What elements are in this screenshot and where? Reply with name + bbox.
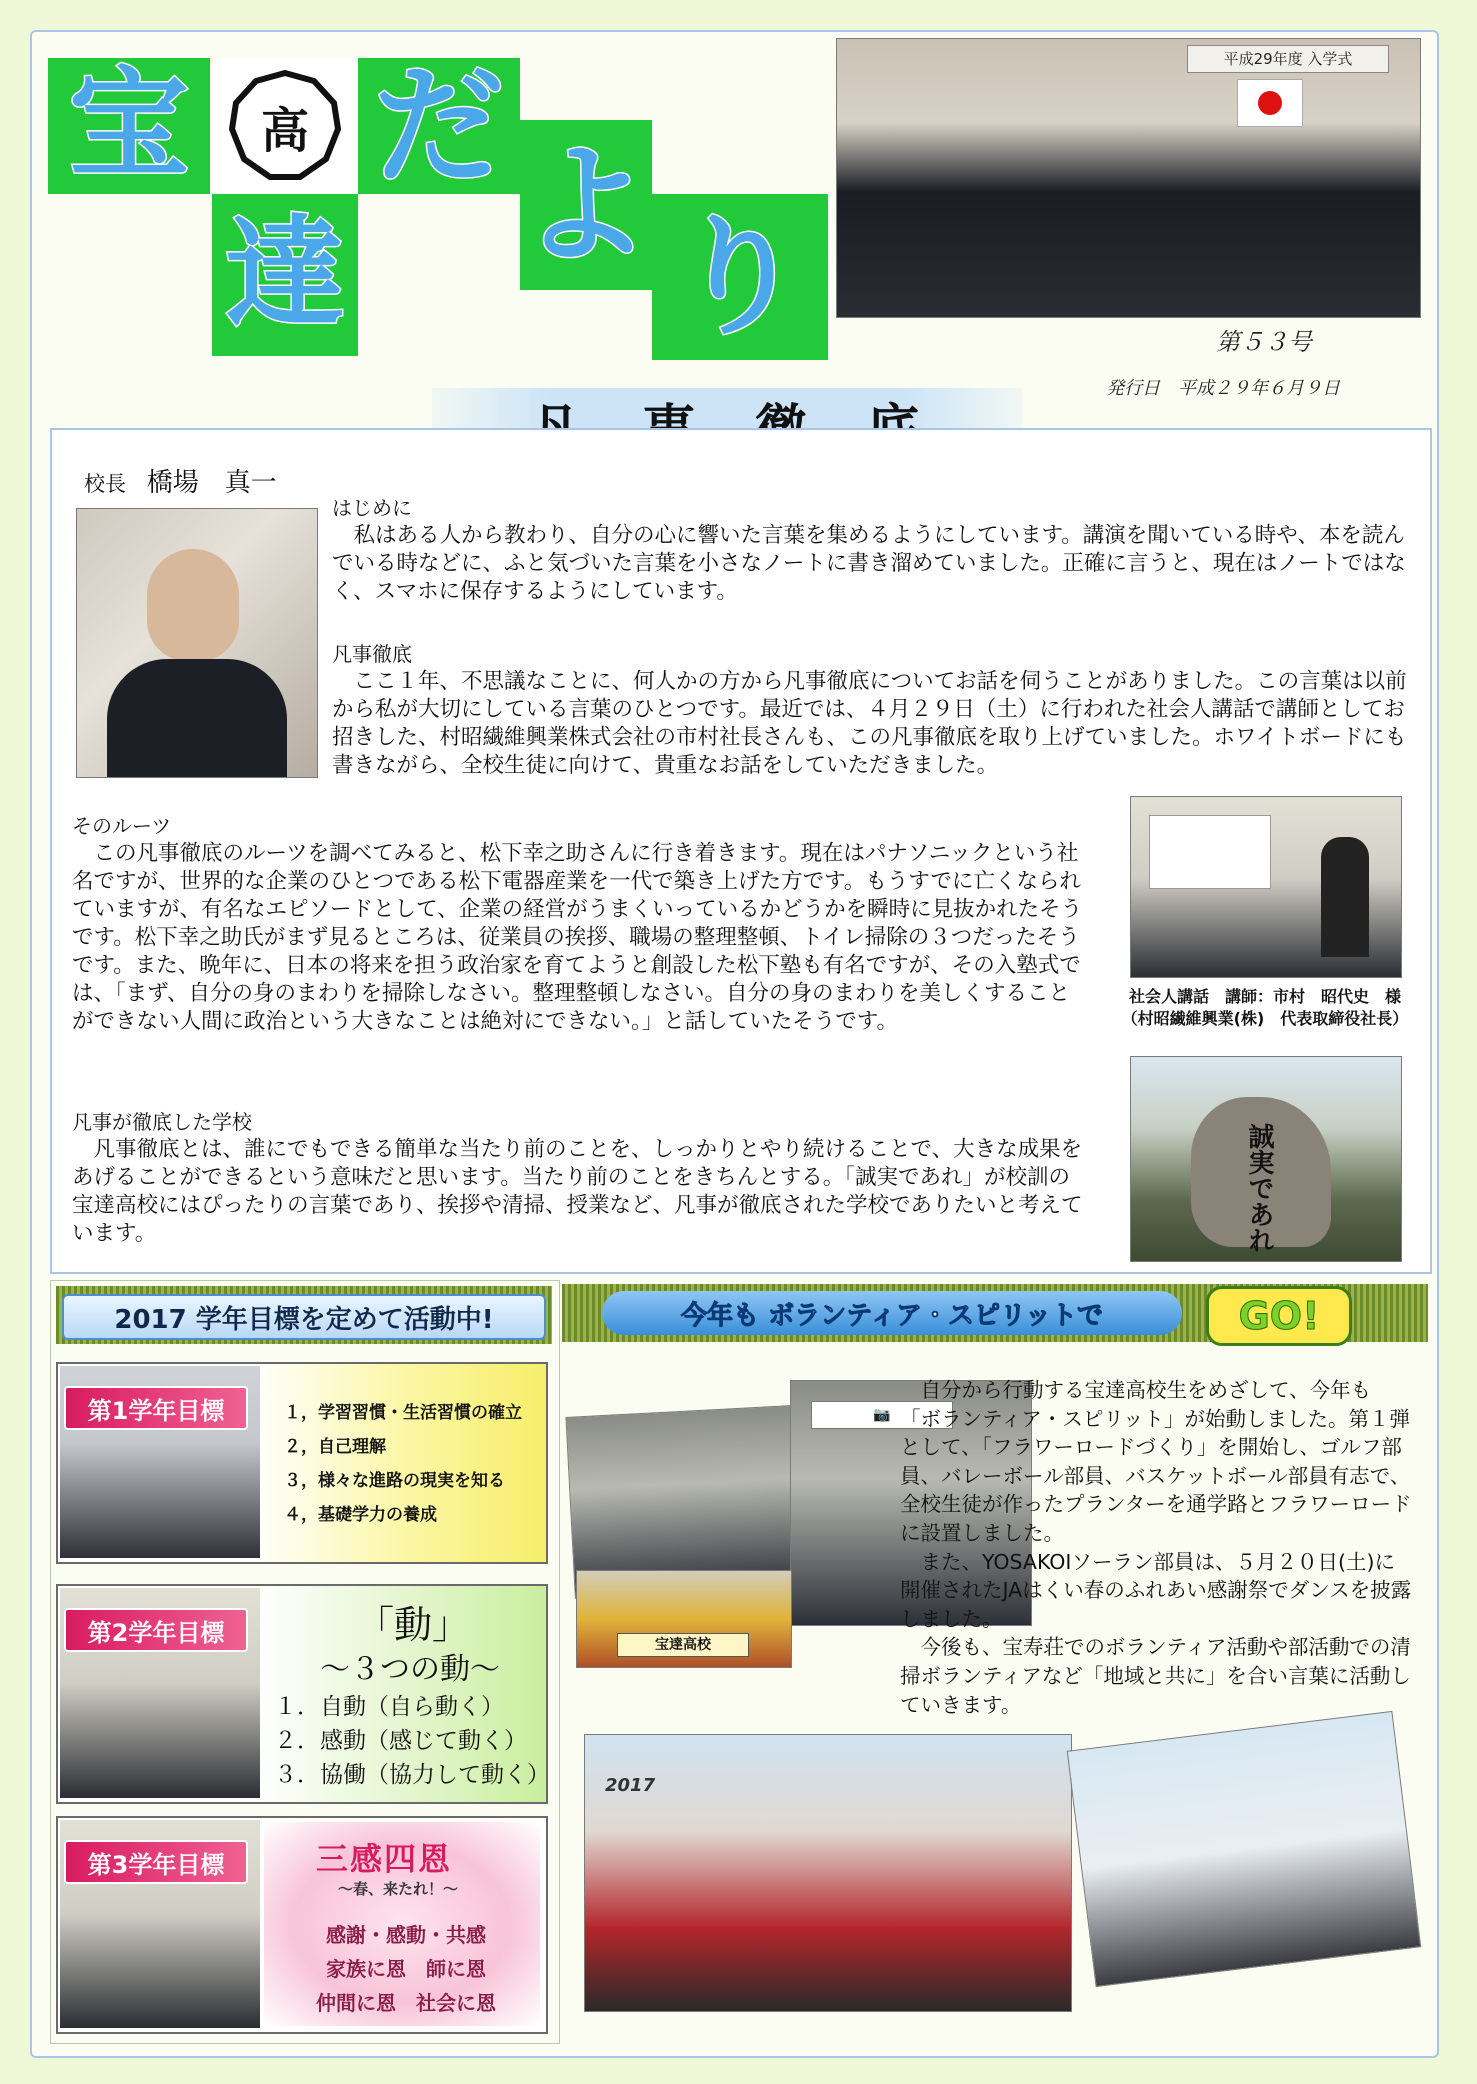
title-char-5: り — [674, 201, 805, 353]
lecture-caption — [1120, 986, 1410, 1030]
goal-1-list — [284, 1396, 522, 1532]
title-tile-4 — [520, 120, 652, 290]
goal-1-label: 第1学年目標 — [64, 1386, 248, 1430]
planter-sign: 宝達高校 — [617, 1633, 749, 1657]
goal-2-label: 第2学年目標 — [64, 1608, 248, 1652]
goal-2-item: ３．協働（協力して動く） — [274, 1762, 550, 1788]
goal-2-box — [56, 1584, 548, 1804]
title-char-1: 宝 — [69, 56, 189, 195]
volunteer-p3: 今後も、宝寿荘でのボランティア活動や部活動での清掃ボランティアなど「地域と共に」を合い言葉に活動していきます。 — [900, 1635, 1411, 1717]
author-line — [84, 462, 277, 499]
section-intro — [332, 494, 1408, 606]
goal-1-item: ３，様々な進路の現実を知る — [284, 1471, 505, 1491]
yosakoi-dance-photo — [584, 1734, 1072, 2012]
title-char-3: だ — [373, 50, 504, 202]
goal-1-item: １，学習習慣・生活習慣の確立 — [284, 1403, 522, 1423]
goal-3-list — [296, 1918, 516, 2020]
volunteer-banner-text: 今年も ボランティア・スピリットで — [602, 1291, 1182, 1335]
principal-face — [147, 549, 239, 661]
flag-circle — [1258, 91, 1282, 115]
principal-suit — [107, 659, 287, 778]
bonji-text: ここ１年、不思議なことに、何人かの方から凡事徹底についてお話を伺うことがありました。この言葉は以前から私が大切にしている言葉のひとつです。最近では、４月２９日（土）に行われた社会人講話で講師としてお招きした、村昭繊維興業株式会社の市村社長さんも、この凡事徹底を取り上げていました。ホワイトボードにも書きながら、全校生徒に向けて、貴重なお話をしていただきました。 — [332, 669, 1407, 778]
goal-2-list — [274, 1690, 550, 1792]
author-name: 橋場 真一 — [146, 468, 277, 498]
intro-text: 私はある人から教わり、自分の心に響いた言葉を集めるようにしています。講演を聞いている時や、本を読んでいる時などに、ふと気づいた言葉を小さなノートに書き溜めていました。正確に言うと、現在はノートではなく、スマホに保存するようにしています。 — [332, 523, 1406, 604]
goal-3-title: 三感四恩 — [316, 1840, 453, 1878]
goal-3-box — [56, 1816, 548, 2034]
goal-3-subtitle: ～春、来たれ！～ — [338, 1880, 459, 1898]
goal-3-line: 仲間に恩 社会に恩 — [316, 1991, 496, 2015]
goal-2-subtitle: ～３つの動～ — [320, 1652, 500, 1687]
planter-photo — [576, 1570, 792, 1668]
volunteer-text — [900, 1376, 1412, 1719]
caption-line-1: 社会人講話 講師：市村 昭代史 様 — [1128, 987, 1401, 1006]
roots-text: この凡事徹底のルーツを調べてみると、松下幸之助さんに行き着きます。現在はパナソニックという社名ですが、世界的な企業のひとつである松下電器産業を一代で築き上げた方です。もうすでに亡くなられていますが、有名なエピソードとして、企業の経営がうまくいっているかどうかを瞬時に見抜かれたそうです。松下幸之助氏がまず見るところは、従業員の挨拶、職場の整理整頓、トイレ掃除の３つだったそうです。また、晩年に、日本の将来を担う政治家を育てようと創設した松下塾も有名ですが、その入塾式では、「まず、自分の身のまわりを掃除しなさい。整理整頓しなさい。自分の身のまわりを美しくすることができない人間に政治という大きなことは絶対にできない。」と話していたそうです。 — [72, 841, 1083, 1034]
caption-line-2: （村昭繊維興業(株) 代表取締役社長） — [1121, 1009, 1409, 1028]
ceremony-sign: 平成29年度 入学式 — [1187, 45, 1389, 73]
volunteer-go-badge: GO! — [1206, 1286, 1352, 1346]
goal-2-item: １．自動（自ら動く） — [274, 1694, 504, 1720]
title-char-2: 達 — [225, 205, 345, 344]
section-school — [72, 1108, 1084, 1248]
volunteer-p1: 自分から行動する宝達高校生をめざして、今年も「ボランティア・スピリット」が始動しました。第１弾として、「フラワーロードづくり」を開始し、ゴルフ部員、バレーボール部員、バスケットボール部員有志で、全校生徒が作ったプランターを通学路とフラワーロードに設置しました。 — [900, 1378, 1412, 1545]
title-char-4: よ — [520, 129, 651, 281]
principal-photo — [76, 508, 318, 778]
goals-banner-text: 2017 学年目標を定めて活動中! — [62, 1294, 546, 1340]
motto-stone-photo — [1130, 1056, 1402, 1262]
school-heading: 凡事が徹底した学校 — [72, 1110, 252, 1134]
stone-text: 誠実であれ — [1244, 1123, 1274, 1253]
section-bonji — [332, 640, 1408, 780]
emblem-text: 高 — [260, 102, 309, 159]
volunteer-banner — [562, 1284, 1428, 1342]
dance-photo-year: 2017 — [605, 1775, 656, 1796]
section-roots — [72, 812, 1084, 1036]
road-sign: 📷 — [811, 1401, 953, 1429]
title-tile-5 — [652, 194, 828, 360]
goal-3-line: 家族に恩 師に恩 — [326, 1957, 486, 1981]
goal-1-box — [56, 1362, 548, 1564]
intro-heading: はじめに — [332, 496, 412, 520]
school-emblem — [212, 58, 358, 194]
goal-3-line: 感謝・感動・共感 — [326, 1923, 486, 1947]
title-tile-1 — [48, 58, 210, 194]
lecture-photo — [1130, 796, 1402, 978]
publish-date: 発行日 平成２９年６月９日 — [1106, 378, 1340, 399]
goal-2-item: ２．感動（感じて動く） — [274, 1728, 527, 1754]
entrance-ceremony-photo — [836, 38, 1421, 318]
lecturer — [1321, 837, 1369, 957]
title-tile-2 — [212, 194, 358, 356]
goal-1-item: ４，基礎学力の養成 — [284, 1505, 437, 1525]
school-text: 凡事徹底とは、誰にでもできる簡単な当たり前のことを、しっかりとやり続けることで、大きな成果をあげることができるという意味だと思います。当たり前のことをきちんとする。「誠実であれ」が校訓の宝達高校にはぴったりの言葉であり、挨拶や清掃、授業など、凡事が徹底された学校でありたいと考えています。 — [72, 1137, 1083, 1246]
volunteer-p2: また、YOSAKOIソーラン部員は、５月２０日(土)に開催されたJAはくい春のふれあい感謝祭でダンスを披露しました。 — [900, 1549, 1412, 1631]
goal-1-item: ２，自己理解 — [284, 1437, 386, 1457]
bonji-heading: 凡事徹底 — [332, 642, 412, 666]
author-role: 校長 — [84, 472, 126, 496]
whiteboard — [1149, 815, 1271, 889]
goal-3-label: 第3学年目標 — [64, 1840, 248, 1884]
issue-number: 第５３号 — [1216, 328, 1312, 356]
goals-banner — [56, 1286, 552, 1344]
title-tile-3 — [358, 50, 520, 202]
goal-2-title: 「動」 — [356, 1603, 471, 1647]
dance-stage-photo — [1067, 1711, 1422, 1987]
roots-heading: そのルーツ — [72, 814, 172, 838]
flag — [1237, 79, 1303, 127]
